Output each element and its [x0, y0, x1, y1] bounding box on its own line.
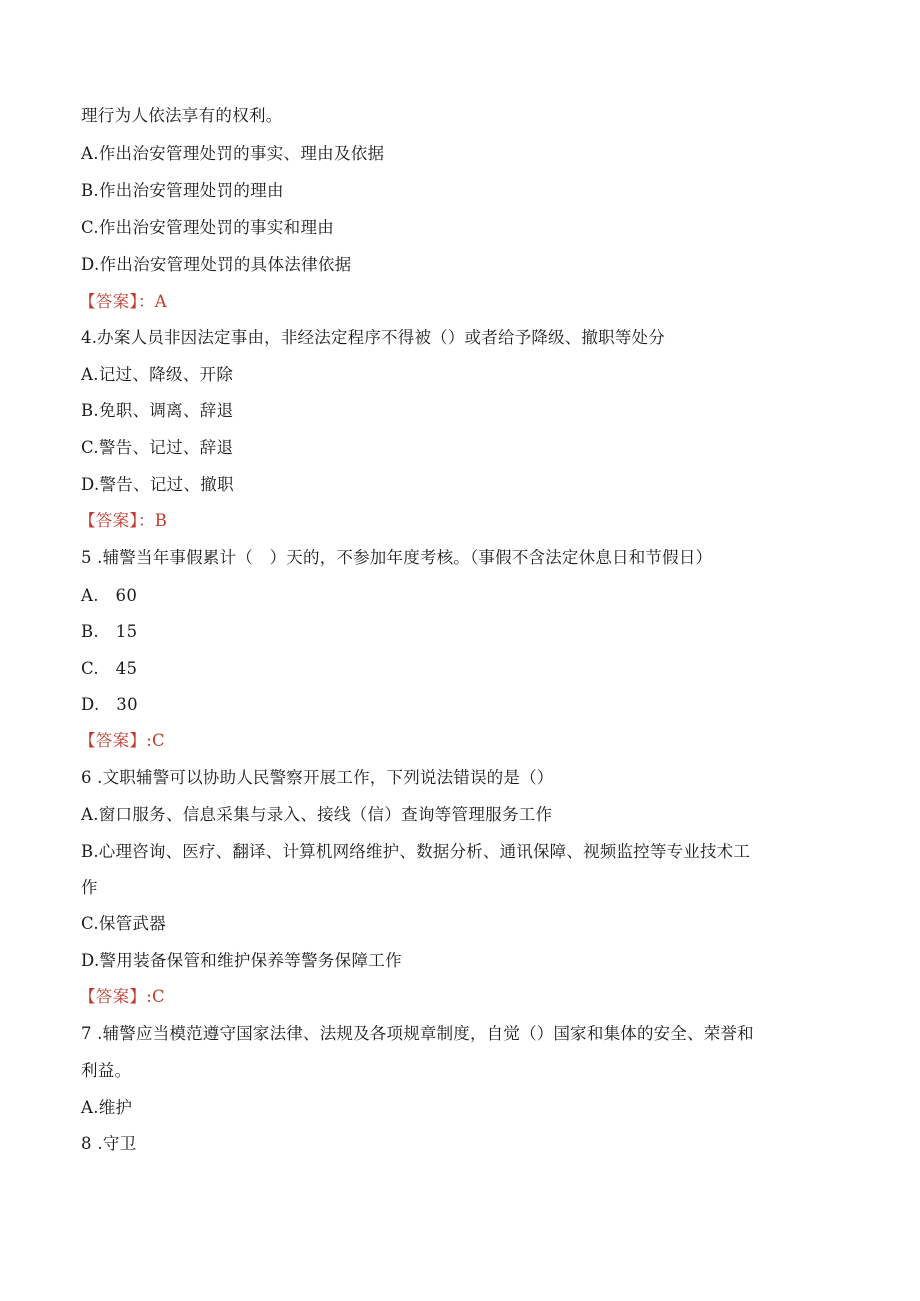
option-b: B.免职、调离、辞退: [81, 401, 234, 420]
answer-line: 【答案】:C: [79, 987, 165, 1006]
option-a: A.作出治安管理处罚的事实、理由及依据: [81, 144, 385, 163]
text-line-continuation: 理行为人依法享有的权利。: [81, 106, 283, 125]
question-4: 4.办案人员非因法定事由，非经法定程序不得被（）或者给予降级、撤职等处分: [81, 328, 665, 347]
question-5: 5 .辅警当年事假累计（ ）天的，不参加年度考核。（事假不含法定休息日和节假日）: [81, 548, 713, 567]
text-line-continuation: 利益。: [81, 1061, 132, 1080]
option-c: C.作出治安管理处罚的事实和理由: [81, 218, 335, 237]
option-d: D.警用装备保管和维护保养等警务保障工作: [81, 951, 402, 970]
option-b: 8 .守卫: [81, 1134, 137, 1153]
answer-line: 【答案】：B: [79, 511, 168, 530]
question-6: 6 .文职辅警可以协助人民警察开展工作，下列说法错误的是（）: [81, 768, 554, 787]
answer-line: 【答案】：A: [79, 292, 167, 311]
option-c: C.警告、记过、辞退: [81, 438, 234, 457]
option-c: C.保管武器: [81, 914, 167, 933]
option-d: D.警告、记过、撤职: [81, 475, 234, 494]
option-a: A.维护: [81, 1098, 133, 1117]
option-b: B.作出治安管理处罚的理由: [81, 181, 284, 200]
option-a: A.窗口服务、信息采集与录入、接线（信）查询等管理服务工作: [81, 805, 553, 824]
text-line-continuation: 作: [81, 878, 98, 897]
option-d: D. 30: [81, 695, 138, 714]
option-b: B.心理咨询、医疗、翻译、计算机网络维护、数据分析、通讯保障、视频监控等专业技术工: [81, 842, 751, 861]
question-7: 7 .辅警应当模范遵守国家法律、法规及各项规章制度，自觉（）国家和集体的安全、荣誉和: [81, 1024, 754, 1043]
answer-line: 【答案】:C: [79, 731, 165, 750]
option-a: A. 60: [81, 586, 138, 605]
option-c: C. 45: [81, 659, 138, 678]
option-d: D.作出治安管理处罚的具体法律依据: [81, 255, 352, 274]
option-a: A.记过、降级、开除: [81, 365, 234, 384]
option-b: B. 15: [81, 622, 138, 641]
